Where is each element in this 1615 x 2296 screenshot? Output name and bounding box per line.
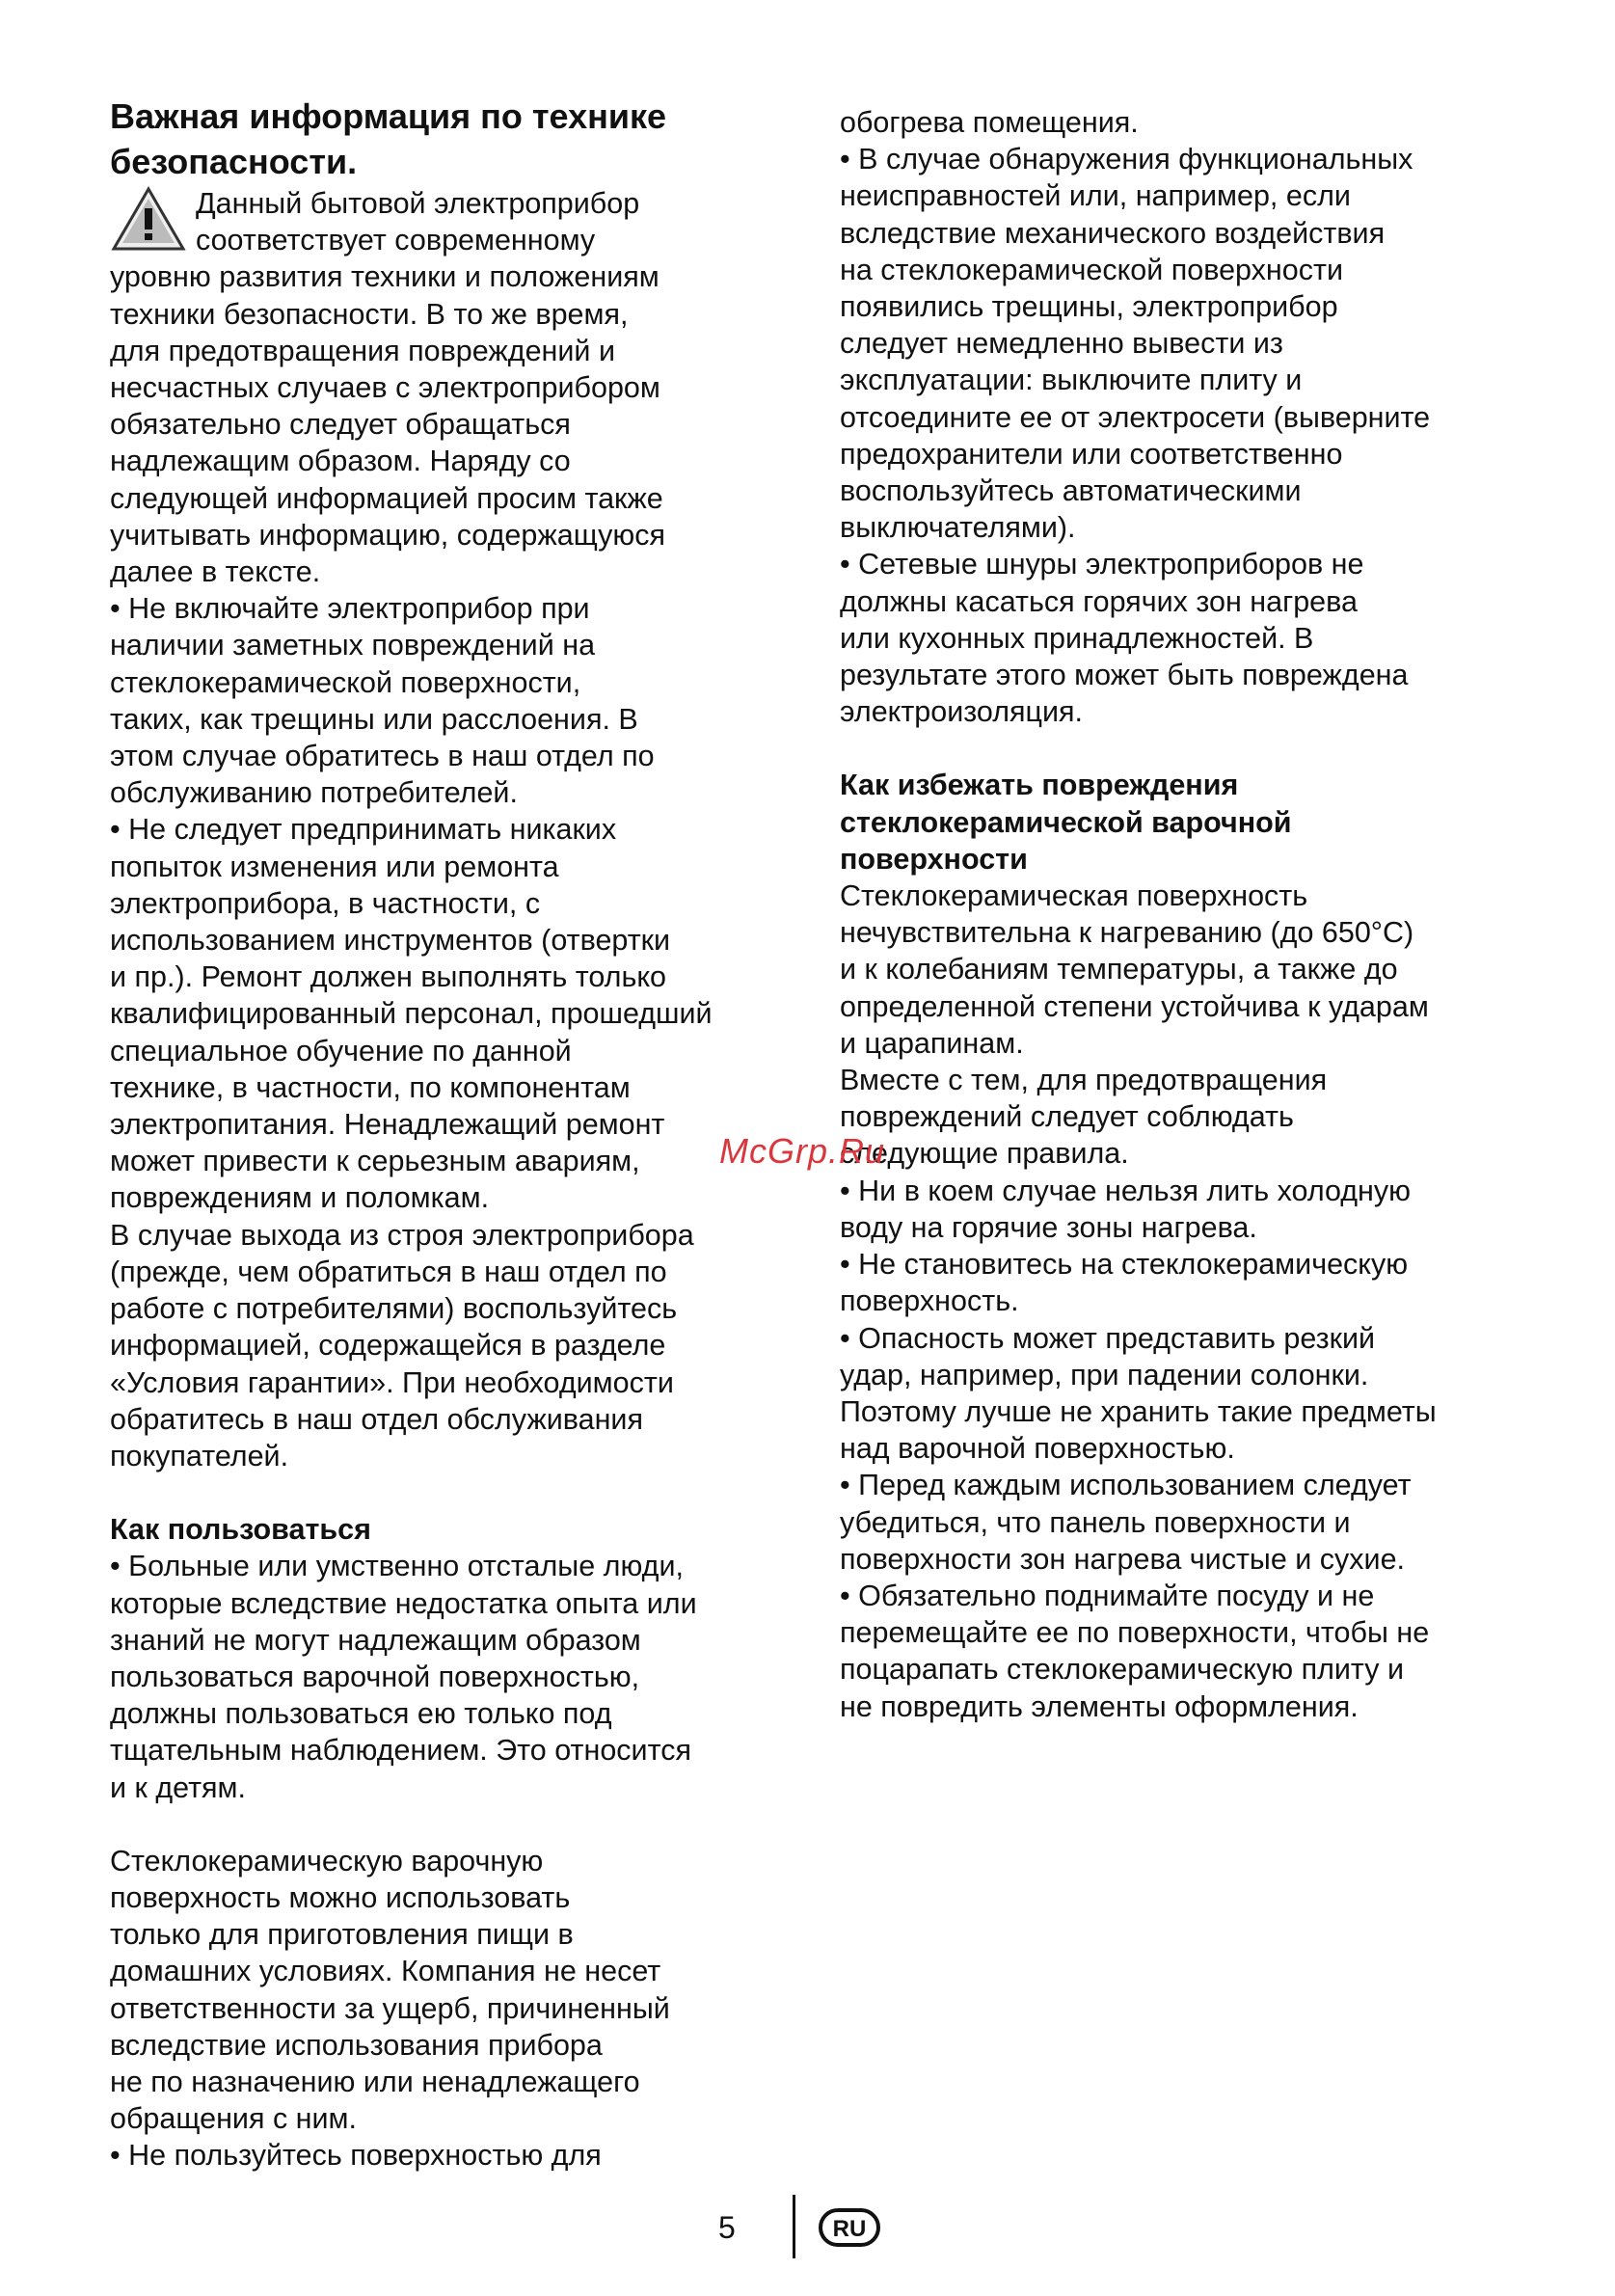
text-line: наличии заметных повреждений на — [110, 629, 596, 662]
warning-intro — [110, 185, 804, 258]
text-line: электроизоляция. — [840, 695, 1084, 729]
text-line: знаний не могут надлежащим образом — [110, 1623, 641, 1657]
text-line: неисправностей или, например, если — [840, 179, 1351, 213]
text-line: обогрева помещения. — [840, 106, 1139, 139]
warning-text-line: Данный бытовой электроприбор — [196, 187, 640, 220]
text-line: следующей информацией просим также — [110, 481, 663, 515]
text-line: повреждений следует соблюдать — [840, 1100, 1294, 1134]
text-line: и к детям. — [110, 1770, 247, 1804]
subheading-line: Как избежать повреждения — [840, 769, 1239, 802]
text-line: • Больные или умственно отсталые люди, — [110, 1550, 684, 1583]
left-column — [110, 95, 804, 2174]
text-line: • В случае обнаружения функциональных — [840, 143, 1413, 176]
section-title-line-1: Важная информация по технике — [110, 96, 667, 136]
text-line: над варочной поверхностью. — [840, 1432, 1235, 1466]
text-line: информацией, содержащейся в разделе — [110, 1329, 666, 1363]
text-line: попыток изменения или ремонта — [110, 850, 559, 883]
text-line: нечувствительна к нагреванию (до 650°C) — [840, 916, 1414, 950]
text-line: этом случае обратитесь в наш отдел по — [110, 740, 655, 773]
text-line: пользоваться варочной поверхностью, — [110, 1660, 640, 1693]
subheading-line: Как пользоваться — [110, 1513, 371, 1547]
text-line: далее в тексте. — [110, 555, 321, 589]
text-line: специальное обучение по данной — [110, 1034, 572, 1067]
text-line: • Не становитесь на стеклокерамическую — [840, 1248, 1409, 1282]
subheading-line: поверхности — [840, 842, 1028, 876]
page-number: 5 — [718, 2210, 736, 2245]
text-line: появились трещины, электроприбор — [840, 290, 1338, 324]
text-line: должны пользоваться ею только под — [110, 1697, 612, 1731]
text-line: предохранители или соответственно — [840, 437, 1343, 471]
watermark: McGrp.Ru — [719, 1131, 886, 1171]
text-line: не по назначению или ненадлежащего — [110, 2065, 640, 2098]
text-line: учитывать информацию, содержащуюся — [110, 518, 666, 552]
text-line: • Не следует предпринимать никаких — [110, 813, 617, 847]
text-line: результате этого может быть повреждена — [840, 659, 1409, 692]
text-line: надлежащим образом. Наряду со — [110, 445, 571, 478]
text-line: • Не включайте электроприбор при — [110, 592, 590, 626]
right-body-text — [840, 104, 1515, 1725]
text-line: обратитесь в наш отдел обслуживания — [110, 1402, 643, 1436]
text-line: • Сетевые шнуры электроприборов не — [840, 548, 1364, 581]
text-line: техники безопасности. В то же время, — [110, 297, 629, 331]
text-line: тщательным наблюдением. Это относится — [110, 1734, 691, 1768]
paragraph-gap — [110, 1474, 804, 1511]
text-line: определенной степени устойчива к ударам — [840, 989, 1429, 1023]
text-line: для предотвращения повреждений и — [110, 334, 615, 367]
text-line: покупателей. — [110, 1439, 289, 1472]
text-line: воду на горячие зоны нагрева. — [840, 1210, 1257, 1244]
text-line: поверхность можно использовать — [110, 1880, 571, 1914]
text-line: вследствие использования прибора — [110, 2028, 603, 2062]
text-line: обязательно следует обращаться — [110, 408, 571, 442]
text-line: выключателями). — [840, 511, 1076, 545]
warning-triangle-icon — [110, 185, 187, 255]
text-line: Стеклокерамическую варочную — [110, 1844, 544, 1877]
text-line: квалифицированный персонал, прошедший — [110, 997, 713, 1031]
text-line: стеклокерамической поверхности, — [110, 665, 581, 699]
text-line: ответственности за ущерб, причиненный — [110, 1991, 670, 2025]
text-line: использованием инструментов (отвертки — [110, 924, 671, 958]
text-line: вследствие механического воздействия — [840, 216, 1386, 250]
text-line: и царапинам. — [840, 1026, 1024, 1060]
text-line: Поэтому лучше не хранить такие предметы — [840, 1394, 1437, 1428]
left-body-text — [110, 258, 804, 2174]
text-line: В случае выхода из строя электроприбора — [110, 1218, 694, 1252]
text-line: и к колебаниям температуры, а также до — [840, 953, 1398, 986]
text-line: отсоедините ее от электросети (выверните — [840, 400, 1431, 434]
text-line: поцарапать стеклокерамическую плиту и — [840, 1653, 1404, 1687]
text-line: • Обязательно поднимайте посуду и не — [840, 1579, 1375, 1612]
section-title-line-2: безопасности. — [110, 142, 358, 181]
text-line: перемещайте ее по поверхности, чтобы не — [840, 1616, 1430, 1650]
subheading-line: стеклокерамической варочной — [840, 805, 1292, 839]
text-line: следует немедленно вывести из — [840, 327, 1283, 361]
text-line: которые вследствие недостатка опыта или — [110, 1586, 697, 1620]
text-line: работе с потребителями) воспользуйтесь — [110, 1292, 678, 1326]
text-line: • Ни в коем случае нельзя лить холодную — [840, 1174, 1412, 1207]
text-line: таких, как трещины или расслоения. В — [110, 702, 638, 736]
text-line: следующие правила. — [840, 1137, 1129, 1171]
text-line: электроприбора, в частности, с — [110, 886, 541, 920]
right-column — [840, 104, 1515, 1725]
paragraph-gap — [110, 1806, 804, 1843]
text-line: убедиться, что панель поверхности и — [840, 1505, 1351, 1539]
text-line: не повредить элементы оформления. — [840, 1689, 1359, 1723]
text-line: Стеклокерамическая поверхность — [840, 879, 1308, 913]
text-line: «Условия гарантии». При необходимости — [110, 1365, 674, 1399]
paragraph-gap — [840, 730, 1515, 767]
text-line: воспользуйтесь автоматическими — [840, 474, 1302, 508]
text-line: технике, в частности, по компонентам — [110, 1070, 631, 1104]
warning-text-line: соответствует современному — [196, 224, 596, 257]
text-line: домашних условиях. Компания не несет — [110, 1955, 661, 1988]
footer-divider — [793, 2195, 795, 2258]
text-line: • Опасность может представить резкий — [840, 1321, 1376, 1355]
text-line: повреждениям и поломкам. — [110, 1181, 490, 1215]
text-line: или кухонных принадлежностей. В — [840, 621, 1314, 655]
text-line: и пр.). Ремонт должен выполнять только — [110, 960, 666, 994]
text-line: поверхность. — [840, 1284, 1019, 1318]
text-line: должны касаться горячих зон нагрева — [840, 584, 1358, 618]
text-line: на стеклокерамической поверхности — [840, 253, 1343, 286]
text-line: (прежде, чем обратиться в наш отдел по — [110, 1255, 667, 1288]
text-line: несчастных случаев с электроприбором — [110, 371, 660, 405]
text-line: • Перед каждым использованием следует — [840, 1469, 1412, 1502]
text-line: • Не пользуйтесь поверхностью для — [110, 2139, 602, 2173]
text-line: поверхности зон нагрева чистые и сухие. — [840, 1542, 1406, 1576]
text-line: Вместе с тем, для предотвращения — [840, 1064, 1328, 1097]
text-line: эксплуатации: выключите плиту и — [840, 364, 1303, 397]
text-line: может привести к серьезным авариям, — [110, 1145, 640, 1178]
text-line: уровню развития техники и положениям — [110, 260, 659, 294]
text-line: удар, например, при падении солонки. — [840, 1358, 1369, 1391]
text-line: только для приготовления пищи в — [110, 1918, 574, 1952]
text-line: электропитания. Ненадлежащий ремонт — [110, 1108, 665, 1142]
language-badge — [819, 2208, 880, 2247]
text-line: обслуживанию потребителей. — [110, 776, 518, 810]
language-badge-label: RU — [832, 2216, 867, 2242]
text-line: обращения с ним. — [110, 2102, 357, 2136]
